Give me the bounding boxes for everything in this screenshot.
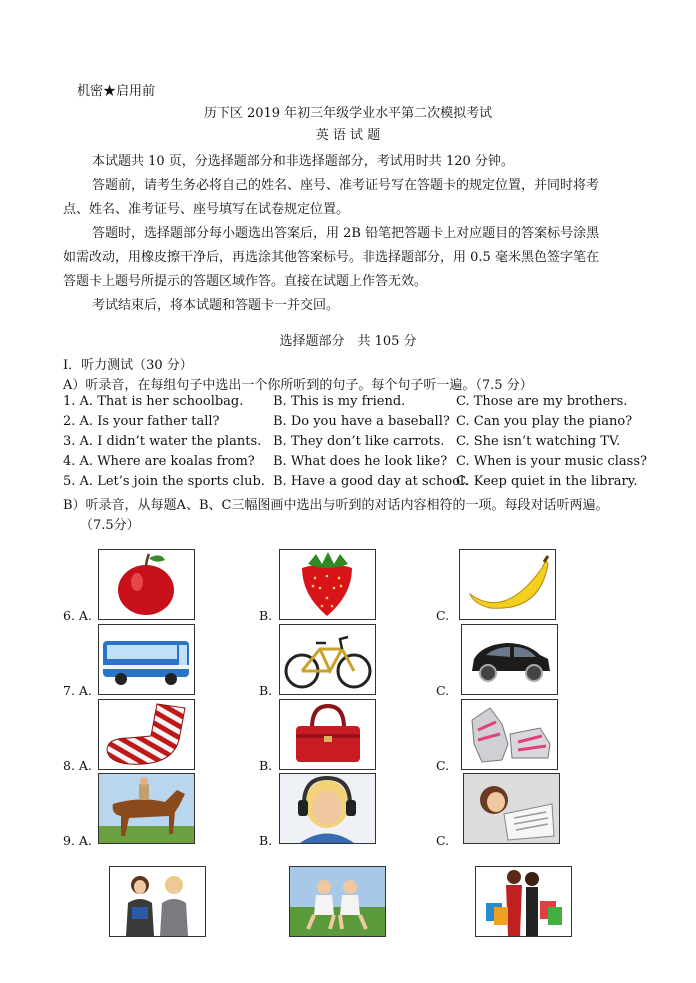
- question-label: 8. A.: [63, 758, 92, 773]
- bicycle-icon: [279, 624, 376, 695]
- option-b-label: B.: [259, 683, 273, 698]
- shopping-bags-icon: [475, 866, 572, 937]
- option-a: 2. A. Is your father tall?: [63, 414, 220, 429]
- instruction-line: 本试题共 10 页，分选择题部分和非选择题部分，考试用时共 120 分钟。: [92, 154, 514, 169]
- option-b: B. This is my friend.: [273, 394, 406, 409]
- horse-rider-icon: [98, 773, 195, 844]
- banana-icon: [459, 549, 556, 620]
- part-b-instruction: B）听录音，从每题A、B、C三幅图画中选出与听到的对话内容相符的一项。每段对话听两遍。: [63, 498, 609, 513]
- option-b: B. What does he look like?: [273, 454, 448, 469]
- option-a: 4. A. Where are koalas from?: [63, 454, 255, 469]
- strawberry-icon: [279, 549, 376, 620]
- question-label: 7. A.: [63, 683, 92, 698]
- option-b: B. Have a good day at school.: [273, 474, 469, 489]
- apple-icon: [98, 549, 195, 620]
- option-c: C. Keep quiet in the library.: [456, 474, 638, 489]
- sneakers-icon: [461, 699, 558, 770]
- option-b-label: B.: [259, 758, 273, 773]
- bus-icon: [98, 624, 195, 695]
- question-label: 9. A.: [63, 833, 92, 848]
- option-b: B. Do you have a baseball?: [273, 414, 450, 429]
- headphones-girl-icon: [279, 773, 376, 844]
- instruction-line: 点、姓名、准考证号、座号填写在试卷规定位置。: [63, 202, 350, 217]
- option-a: 3. A. I didn’t water the plants.: [63, 434, 262, 449]
- option-c: C. Those are my brothers.: [456, 394, 628, 409]
- option-b-label: B.: [259, 833, 273, 848]
- option-b: B. They don’t like carrots.: [273, 434, 445, 449]
- option-a: 1. A. That is her schoolbag.: [63, 394, 244, 409]
- question-label: 6. A.: [63, 608, 92, 623]
- option-b-label: B.: [259, 608, 273, 623]
- part-title: I．听力测试（30 分）: [63, 358, 193, 373]
- instruction-line: 答题卡上题号所提示的答题区域作答。直接在试题上作答无效。: [63, 274, 428, 289]
- option-a: 5. A. Let’s join the sports club.: [63, 474, 265, 489]
- newspaper-girl-icon: [463, 773, 560, 844]
- exam-title: 历下区 2019 年初三年级学业水平第二次模拟考试: [203, 106, 493, 121]
- students-books-icon: [109, 866, 206, 937]
- instruction-line: 答题前，请考生务必将自己的姓名、座号、准考证号写在答题卡的规定位置，并同时将考: [92, 178, 600, 193]
- option-c: C. Can you play the piano?: [456, 414, 633, 429]
- car-icon: [461, 624, 558, 695]
- part-b-score: （7.5分）: [80, 518, 140, 533]
- handbag-icon: [279, 699, 376, 770]
- instruction-line: 答题时，选择题部分每小题选出答案后，用 2B 铅笔把答题卡上对应题目的答案标号涂黑: [92, 226, 600, 241]
- section-title: 选择题部分 共 105 分: [279, 334, 417, 349]
- exam-subtitle: 英 语 试 题: [315, 128, 381, 143]
- option-c: C. She isn’t watching TV.: [456, 434, 621, 449]
- option-c-label: C.: [436, 608, 450, 623]
- option-c-label: C.: [436, 833, 450, 848]
- option-c-label: C.: [436, 758, 450, 773]
- option-c: C. When is your music class?: [456, 454, 647, 469]
- girls-sitting-icon: [289, 866, 386, 937]
- confidential-mark: 机密★启用前: [77, 84, 156, 99]
- instruction-line: 考试结束后，将本试题和答题卡一并交回。: [92, 298, 340, 313]
- instruction-line: 如需改动，用橡皮擦干净后，再选涂其他答案标号。非选择题部分，用 0.5 毫米黑色签字笔在: [63, 250, 599, 265]
- option-c-label: C.: [436, 683, 450, 698]
- sock-icon: [98, 699, 195, 770]
- part-a-instruction: A）听录音，在每组句子中选出一个你所听到的句子。每个句子听一遍。（7.5 分）: [63, 378, 533, 393]
